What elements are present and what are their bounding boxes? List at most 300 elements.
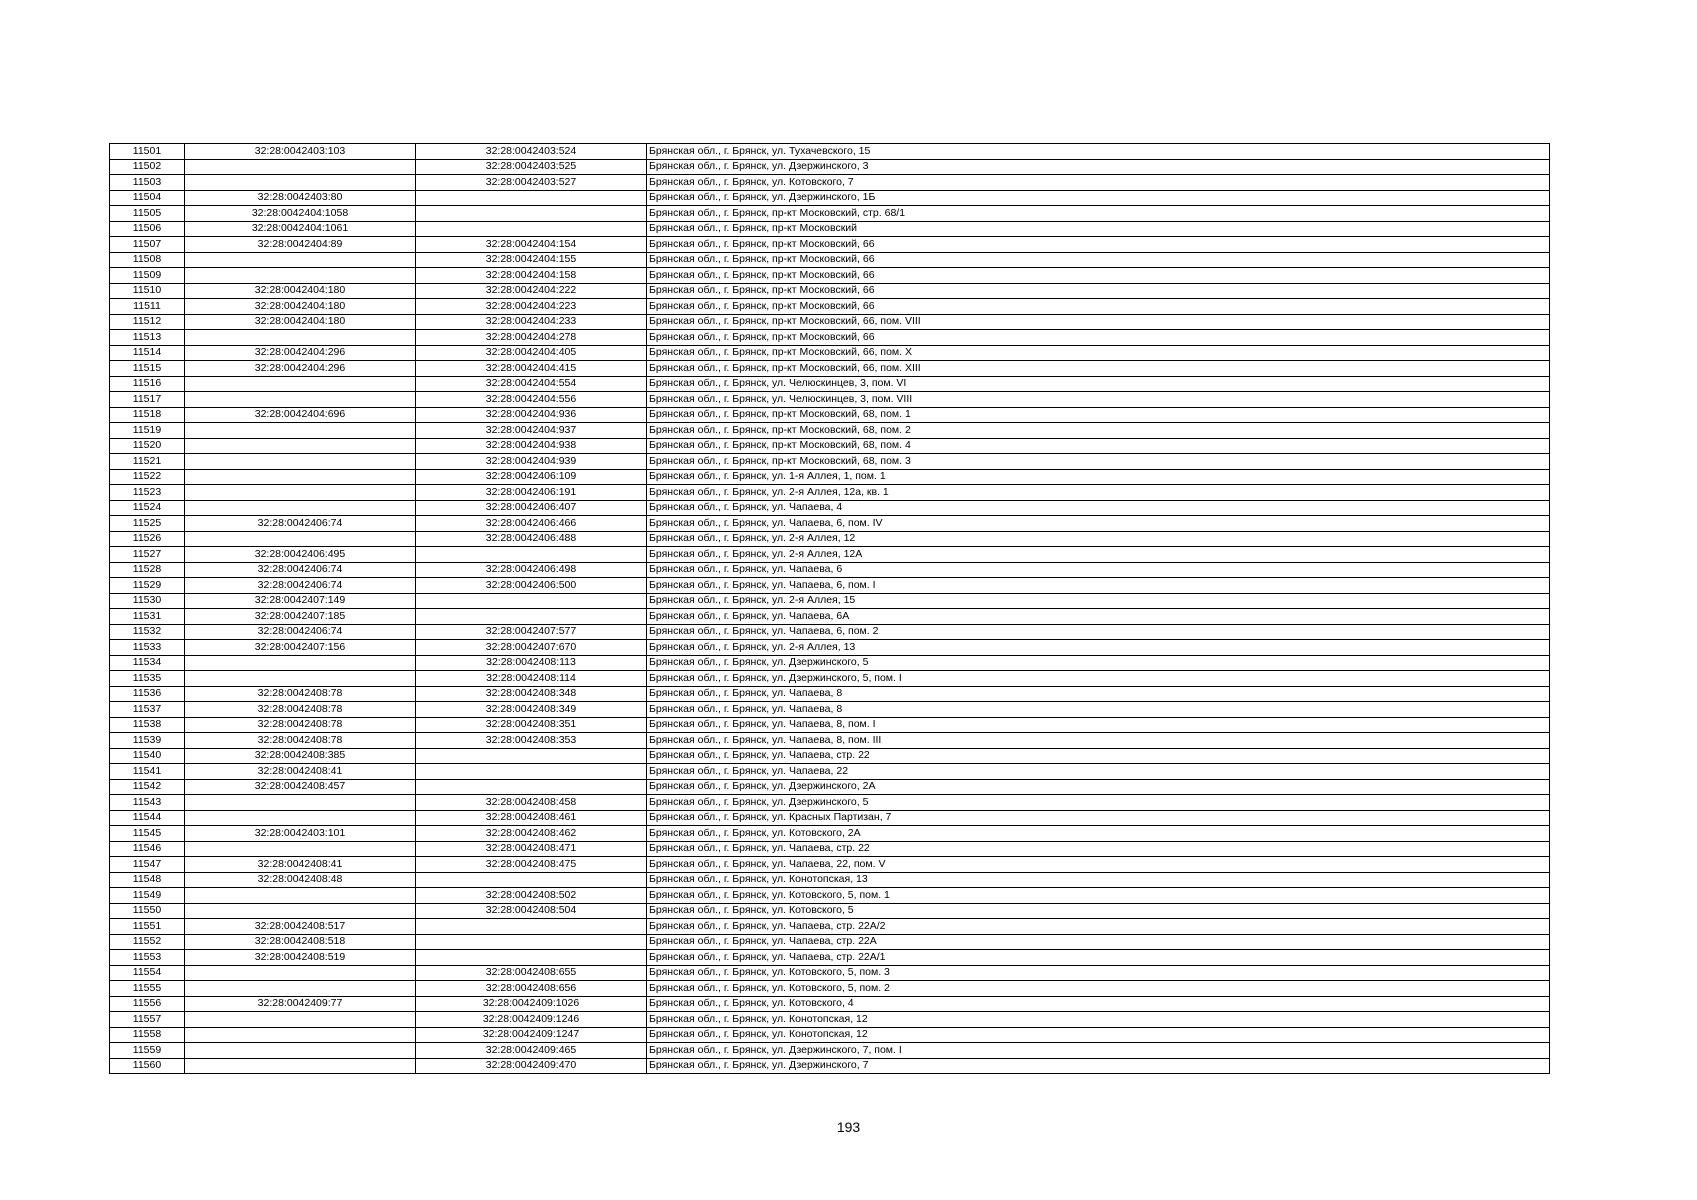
- address-cell: Брянская обл., г. Брянск, ул. Чапаева, стр. 22: [647, 841, 1550, 857]
- address-cell: Брянская обл., г. Брянск, ул. 2-я Аллея, 13: [647, 640, 1550, 656]
- cadastral-number-cell: 32:28:0042404:89: [185, 237, 416, 253]
- row-number-cell: 11560: [110, 1058, 185, 1074]
- building-cadastral-number-cell: 32:28:0042409:1247: [416, 1027, 647, 1043]
- address-cell: Брянская обл., г. Брянск, ул. Чапаева, стр. 22А: [647, 934, 1550, 950]
- building-cadastral-number-cell: 32:28:0042408:348: [416, 686, 647, 702]
- row-number-cell: 11507: [110, 237, 185, 253]
- row-number-cell: 11510: [110, 283, 185, 299]
- building-cadastral-number-cell: 32:28:0042404:554: [416, 376, 647, 392]
- cadastral-number-cell: [185, 438, 416, 454]
- building-cadastral-number-cell: 32:28:0042403:525: [416, 159, 647, 175]
- table-row: [110, 609, 1550, 625]
- building-cadastral-number-cell: [416, 919, 647, 935]
- table-row: [110, 361, 1550, 377]
- table-row: [110, 159, 1550, 175]
- row-number-cell: 11519: [110, 423, 185, 439]
- row-number-cell: 11555: [110, 981, 185, 997]
- building-cadastral-number-cell: 32:28:0042404:936: [416, 407, 647, 423]
- building-cadastral-number-cell: 32:28:0042408:349: [416, 702, 647, 718]
- cadastral-number-cell: [185, 1043, 416, 1059]
- cadastral-number-cell: [185, 841, 416, 857]
- cadastral-number-cell: [185, 888, 416, 904]
- cadastral-number-cell: 32:28:0042408:519: [185, 950, 416, 966]
- table-row: [110, 826, 1550, 842]
- cadastral-number-cell: 32:28:0042404:180: [185, 314, 416, 330]
- address-cell: Брянская обл., г. Брянск, ул. Дзержинского, 1Б: [647, 190, 1550, 206]
- address-cell: Брянская обл., г. Брянск, пр-кт Московский, 66: [647, 330, 1550, 346]
- row-number-cell: 11541: [110, 764, 185, 780]
- cadastral-number-cell: [185, 965, 416, 981]
- row-number-cell: 11502: [110, 159, 185, 175]
- cadastral-number-cell: 32:28:0042404:180: [185, 283, 416, 299]
- cadastral-number-cell: 32:28:0042408:457: [185, 779, 416, 795]
- address-cell: Брянская обл., г. Брянск, ул. Конотопская, 12: [647, 1027, 1550, 1043]
- address-cell: Брянская обл., г. Брянск, ул. Котовского, 2А: [647, 826, 1550, 842]
- table-row: [110, 748, 1550, 764]
- building-cadastral-number-cell: 32:28:0042404:155: [416, 252, 647, 268]
- building-cadastral-number-cell: 32:28:0042404:938: [416, 438, 647, 454]
- row-number-cell: 11529: [110, 578, 185, 594]
- table-row: [110, 283, 1550, 299]
- cadastral-number-cell: 32:28:0042403:80: [185, 190, 416, 206]
- row-number-cell: 11501: [110, 144, 185, 160]
- building-cadastral-number-cell: 32:28:0042406:109: [416, 469, 647, 485]
- row-number-cell: 11556: [110, 996, 185, 1012]
- cadastral-number-cell: 32:28:0042408:78: [185, 717, 416, 733]
- building-cadastral-number-cell: 32:28:0042409:465: [416, 1043, 647, 1059]
- cadastral-number-cell: [185, 159, 416, 175]
- address-cell: Брянская обл., г. Брянск, ул. 2-я Аллея, 15: [647, 593, 1550, 609]
- row-number-cell: 11543: [110, 795, 185, 811]
- row-number-cell: 11537: [110, 702, 185, 718]
- building-cadastral-number-cell: 32:28:0042408:351: [416, 717, 647, 733]
- building-cadastral-number-cell: 32:28:0042409:1246: [416, 1012, 647, 1028]
- row-number-cell: 11508: [110, 252, 185, 268]
- row-number-cell: 11516: [110, 376, 185, 392]
- row-number-cell: 11524: [110, 500, 185, 516]
- address-cell: Брянская обл., г. Брянск, ул. Чапаева, стр. 22А/1: [647, 950, 1550, 966]
- table-row: [110, 407, 1550, 423]
- address-cell: Брянская обл., г. Брянск, пр-кт Московский, 68, пом. 3: [647, 454, 1550, 470]
- building-cadastral-number-cell: [416, 593, 647, 609]
- cadastral-number-cell: [185, 376, 416, 392]
- address-cell: Брянская обл., г. Брянск, ул. 1-я Аллея, 1, пом. 1: [647, 469, 1550, 485]
- row-number-cell: 11549: [110, 888, 185, 904]
- cadastral-number-cell: 32:28:0042407:149: [185, 593, 416, 609]
- building-cadastral-number-cell: [416, 779, 647, 795]
- table-row: [110, 485, 1550, 501]
- cadastral-number-cell: [185, 810, 416, 826]
- cadastral-number-cell: 32:28:0042406:74: [185, 562, 416, 578]
- cadastral-number-cell: 32:28:0042408:48: [185, 872, 416, 888]
- building-cadastral-number-cell: 32:28:0042404:233: [416, 314, 647, 330]
- address-cell: Брянская обл., г. Брянск, ул. Чапаева, 4: [647, 500, 1550, 516]
- building-cadastral-number-cell: 32:28:0042408:353: [416, 733, 647, 749]
- building-cadastral-number-cell: 32:28:0042404:223: [416, 299, 647, 315]
- table-row: [110, 655, 1550, 671]
- table-row: [110, 764, 1550, 780]
- table-row: [110, 469, 1550, 485]
- address-cell: Брянская обл., г. Брянск, ул. Чапаева, 8, пом. I: [647, 717, 1550, 733]
- address-cell: Брянская обл., г. Брянск, ул. Чапаева, стр. 22А/2: [647, 919, 1550, 935]
- row-number-cell: 11506: [110, 221, 185, 237]
- building-cadastral-number-cell: 32:28:0042404:415: [416, 361, 647, 377]
- cadastral-number-cell: [185, 655, 416, 671]
- table-row: [110, 531, 1550, 547]
- address-cell: Брянская обл., г. Брянск, ул. Котовского, 5, пом. 3: [647, 965, 1550, 981]
- table-row: [110, 1043, 1550, 1059]
- cadastral-number-cell: [185, 500, 416, 516]
- table-row: [110, 934, 1550, 950]
- cadastral-number-cell: 32:28:0042408:78: [185, 686, 416, 702]
- table-row: [110, 516, 1550, 532]
- table-row: [110, 547, 1550, 563]
- table-row: [110, 454, 1550, 470]
- building-cadastral-number-cell: [416, 206, 647, 222]
- row-number-cell: 11551: [110, 919, 185, 935]
- cadastral-number-cell: 32:28:0042403:103: [185, 144, 416, 160]
- row-number-cell: 11535: [110, 671, 185, 687]
- cadastral-number-cell: 32:28:0042409:77: [185, 996, 416, 1012]
- table-row: [110, 299, 1550, 315]
- cadastral-number-cell: [185, 268, 416, 284]
- table-row: [110, 733, 1550, 749]
- building-cadastral-number-cell: 32:28:0042404:278: [416, 330, 647, 346]
- table-row: [110, 903, 1550, 919]
- cadastral-number-cell: [185, 423, 416, 439]
- address-cell: Брянская обл., г. Брянск, ул. Котовского, 7: [647, 175, 1550, 191]
- building-cadastral-number-cell: 32:28:0042407:577: [416, 624, 647, 640]
- building-cadastral-number-cell: [416, 950, 647, 966]
- row-number-cell: 11509: [110, 268, 185, 284]
- address-cell: Брянская обл., г. Брянск, ул. Котовского, 4: [647, 996, 1550, 1012]
- row-number-cell: 11542: [110, 779, 185, 795]
- cadastral-number-cell: 32:28:0042404:1058: [185, 206, 416, 222]
- registry-table: [109, 143, 1550, 1074]
- table-row: [110, 268, 1550, 284]
- table-row: [110, 175, 1550, 191]
- building-cadastral-number-cell: 32:28:0042408:502: [416, 888, 647, 904]
- building-cadastral-number-cell: 32:28:0042408:504: [416, 903, 647, 919]
- row-number-cell: 11503: [110, 175, 185, 191]
- address-cell: Брянская обл., г. Брянск, пр-кт Московский: [647, 221, 1550, 237]
- row-number-cell: 11545: [110, 826, 185, 842]
- cadastral-number-cell: [185, 252, 416, 268]
- cadastral-number-cell: [185, 454, 416, 470]
- address-cell: Брянская обл., г. Брянск, ул. Чапаева, 22: [647, 764, 1550, 780]
- row-number-cell: 11539: [110, 733, 185, 749]
- address-cell: Брянская обл., г. Брянск, ул. Челюскинцев, 3, пом. VIII: [647, 392, 1550, 408]
- building-cadastral-number-cell: [416, 547, 647, 563]
- cadastral-number-cell: [185, 330, 416, 346]
- cadastral-number-cell: 32:28:0042404:296: [185, 361, 416, 377]
- address-cell: Брянская обл., г. Брянск, ул. 2-я Аллея, 12А: [647, 547, 1550, 563]
- address-cell: Брянская обл., г. Брянск, ул. Дзержинского, 7, пом. I: [647, 1043, 1550, 1059]
- table-row: [110, 562, 1550, 578]
- table-row: [110, 330, 1550, 346]
- table-row: [110, 500, 1550, 516]
- cadastral-number-cell: 32:28:0042406:74: [185, 516, 416, 532]
- address-cell: Брянская обл., г. Брянск, пр-кт Московский, 66, пом. XIII: [647, 361, 1550, 377]
- address-cell: Брянская обл., г. Брянск, ул. Дзержинского, 5, пом. I: [647, 671, 1550, 687]
- table-row: [110, 779, 1550, 795]
- building-cadastral-number-cell: [416, 609, 647, 625]
- row-number-cell: 11512: [110, 314, 185, 330]
- table-row: [110, 702, 1550, 718]
- building-cadastral-number-cell: [416, 748, 647, 764]
- cadastral-number-cell: [185, 671, 416, 687]
- address-cell: Брянская обл., г. Брянск, ул. Дзержинского, 7: [647, 1058, 1550, 1074]
- table-row: [110, 1027, 1550, 1043]
- building-cadastral-number-cell: 32:28:0042404:222: [416, 283, 647, 299]
- row-number-cell: 11513: [110, 330, 185, 346]
- row-number-cell: 11531: [110, 609, 185, 625]
- building-cadastral-number-cell: 32:28:0042408:475: [416, 857, 647, 873]
- table-row: [110, 423, 1550, 439]
- address-cell: Брянская обл., г. Брянск, ул. Котовского, 5, пом. 1: [647, 888, 1550, 904]
- cadastral-number-cell: 32:28:0042406:74: [185, 578, 416, 594]
- row-number-cell: 11538: [110, 717, 185, 733]
- address-cell: Брянская обл., г. Брянск, ул. 2-я Аллея, 12а, кв. 1: [647, 485, 1550, 501]
- registry-table-body: [110, 144, 1550, 1074]
- building-cadastral-number-cell: 32:28:0042408:655: [416, 965, 647, 981]
- table-row: [110, 237, 1550, 253]
- row-number-cell: 11552: [110, 934, 185, 950]
- row-number-cell: 11559: [110, 1043, 185, 1059]
- cadastral-number-cell: [185, 1012, 416, 1028]
- row-number-cell: 11530: [110, 593, 185, 609]
- building-cadastral-number-cell: 32:28:0042408:656: [416, 981, 647, 997]
- table-row: [110, 841, 1550, 857]
- address-cell: Брянская обл., г. Брянск, пр-кт Московский, 66: [647, 252, 1550, 268]
- row-number-cell: 11526: [110, 531, 185, 547]
- table-row: [110, 810, 1550, 826]
- address-cell: Брянская обл., г. Брянск, ул. Чапаева, 6А: [647, 609, 1550, 625]
- cadastral-number-cell: [185, 795, 416, 811]
- table-row: [110, 981, 1550, 997]
- building-cadastral-number-cell: 32:28:0042404:405: [416, 345, 647, 361]
- cadastral-number-cell: 32:28:0042408:385: [185, 748, 416, 764]
- address-cell: Брянская обл., г. Брянск, ул. Конотопская, 13: [647, 872, 1550, 888]
- building-cadastral-number-cell: 32:28:0042406:407: [416, 500, 647, 516]
- table-row: [110, 392, 1550, 408]
- address-cell: Брянская обл., г. Брянск, ул. Красных Партизан, 7: [647, 810, 1550, 826]
- row-number-cell: 11525: [110, 516, 185, 532]
- cadastral-number-cell: 32:28:0042404:1061: [185, 221, 416, 237]
- cadastral-number-cell: 32:28:0042406:74: [185, 624, 416, 640]
- address-cell: Брянская обл., г. Брянск, ул. Чапаева, стр. 22: [647, 748, 1550, 764]
- table-row: [110, 686, 1550, 702]
- table-row: [110, 717, 1550, 733]
- table-row: [110, 888, 1550, 904]
- row-number-cell: 11523: [110, 485, 185, 501]
- cadastral-number-cell: 32:28:0042407:185: [185, 609, 416, 625]
- address-cell: Брянская обл., г. Брянск, ул. 2-я Аллея, 12: [647, 531, 1550, 547]
- row-number-cell: 11515: [110, 361, 185, 377]
- cadastral-number-cell: 32:28:0042408:78: [185, 702, 416, 718]
- row-number-cell: 11547: [110, 857, 185, 873]
- building-cadastral-number-cell: 32:28:0042409:1026: [416, 996, 647, 1012]
- cadastral-number-cell: 32:28:0042406:495: [185, 547, 416, 563]
- cadastral-number-cell: 32:28:0042403:101: [185, 826, 416, 842]
- building-cadastral-number-cell: [416, 764, 647, 780]
- row-number-cell: 11518: [110, 407, 185, 423]
- row-number-cell: 11521: [110, 454, 185, 470]
- row-number-cell: 11532: [110, 624, 185, 640]
- building-cadastral-number-cell: 32:28:0042408:461: [416, 810, 647, 826]
- address-cell: Брянская обл., г. Брянск, ул. Котовского, 5: [647, 903, 1550, 919]
- building-cadastral-number-cell: 32:28:0042406:488: [416, 531, 647, 547]
- cadastral-number-cell: 32:28:0042404:180: [185, 299, 416, 315]
- building-cadastral-number-cell: 32:28:0042406:498: [416, 562, 647, 578]
- cadastral-number-cell: 32:28:0042408:41: [185, 764, 416, 780]
- building-cadastral-number-cell: 32:28:0042408:458: [416, 795, 647, 811]
- building-cadastral-number-cell: 32:28:0042408:114: [416, 671, 647, 687]
- table-row: [110, 1012, 1550, 1028]
- cadastral-number-cell: [185, 392, 416, 408]
- building-cadastral-number-cell: 32:28:0042404:939: [416, 454, 647, 470]
- cadastral-number-cell: [185, 485, 416, 501]
- cadastral-number-cell: [185, 175, 416, 191]
- table-row: [110, 919, 1550, 935]
- cadastral-number-cell: 32:28:0042408:518: [185, 934, 416, 950]
- cadastral-number-cell: 32:28:0042404:296: [185, 345, 416, 361]
- row-number-cell: 11527: [110, 547, 185, 563]
- building-cadastral-number-cell: 32:28:0042406:466: [416, 516, 647, 532]
- table-row: [110, 221, 1550, 237]
- address-cell: Брянская обл., г. Брянск, пр-кт Московский, 66, пом. X: [647, 345, 1550, 361]
- address-cell: Брянская обл., г. Брянск, пр-кт Московский, 68, пом. 2: [647, 423, 1550, 439]
- address-cell: Брянская обл., г. Брянск, пр-кт Московский, 66: [647, 237, 1550, 253]
- table-row: [110, 965, 1550, 981]
- address-cell: Брянская обл., г. Брянск, ул. Чапаева, 6, пом. IV: [647, 516, 1550, 532]
- row-number-cell: 11544: [110, 810, 185, 826]
- address-cell: Брянская обл., г. Брянск, ул. Чапаева, 8: [647, 702, 1550, 718]
- row-number-cell: 11546: [110, 841, 185, 857]
- cadastral-number-cell: 32:28:0042404:696: [185, 407, 416, 423]
- row-number-cell: 11514: [110, 345, 185, 361]
- building-cadastral-number-cell: [416, 190, 647, 206]
- cadastral-number-cell: 32:28:0042408:78: [185, 733, 416, 749]
- table-row: [110, 376, 1550, 392]
- cadastral-number-cell: [185, 531, 416, 547]
- row-number-cell: 11533: [110, 640, 185, 656]
- address-cell: Брянская обл., г. Брянск, ул. Дзержинского, 5: [647, 795, 1550, 811]
- building-cadastral-number-cell: 32:28:0042408:471: [416, 841, 647, 857]
- address-cell: Брянская обл., г. Брянск, ул. Чапаева, 6: [647, 562, 1550, 578]
- address-cell: Брянская обл., г. Брянск, ул. Челюскинцев, 3, пом. VI: [647, 376, 1550, 392]
- row-number-cell: 11536: [110, 686, 185, 702]
- table-row: [110, 996, 1550, 1012]
- page-number: 193: [836, 1119, 861, 1135]
- building-cadastral-number-cell: 32:28:0042403:527: [416, 175, 647, 191]
- building-cadastral-number-cell: 32:28:0042406:191: [416, 485, 647, 501]
- cadastral-number-cell: [185, 1058, 416, 1074]
- table-row: [110, 857, 1550, 873]
- row-number-cell: 11511: [110, 299, 185, 315]
- address-cell: Брянская обл., г. Брянск, ул. Чапаева, 8: [647, 686, 1550, 702]
- table-row: [110, 795, 1550, 811]
- address-cell: Брянская обл., г. Брянск, ул. Чапаева, 6, пом. 2: [647, 624, 1550, 640]
- cadastral-number-cell: 32:28:0042408:41: [185, 857, 416, 873]
- address-cell: Брянская обл., г. Брянск, ул. Дзержинского, 3: [647, 159, 1550, 175]
- row-number-cell: 11553: [110, 950, 185, 966]
- address-cell: Брянская обл., г. Брянск, пр-кт Московский, стр. 68/1: [647, 206, 1550, 222]
- row-number-cell: 11520: [110, 438, 185, 454]
- cadastral-number-cell: 32:28:0042408:517: [185, 919, 416, 935]
- address-cell: Брянская обл., г. Брянск, ул. Чапаева, 6, пом. I: [647, 578, 1550, 594]
- table-row: [110, 950, 1550, 966]
- table-row: [110, 144, 1550, 160]
- address-cell: Брянская обл., г. Брянск, ул. Котовского, 5, пом. 2: [647, 981, 1550, 997]
- address-cell: Брянская обл., г. Брянск, пр-кт Московский, 68, пом. 1: [647, 407, 1550, 423]
- table-row: [110, 624, 1550, 640]
- cadastral-number-cell: [185, 903, 416, 919]
- building-cadastral-number-cell: 32:28:0042404:158: [416, 268, 647, 284]
- address-cell: Брянская обл., г. Брянск, ул. Чапаева, 8, пом. III: [647, 733, 1550, 749]
- address-cell: Брянская обл., г. Брянск, ул. Дзержинского, 5: [647, 655, 1550, 671]
- table-row: [110, 314, 1550, 330]
- cadastral-number-cell: 32:28:0042407:156: [185, 640, 416, 656]
- row-number-cell: 11505: [110, 206, 185, 222]
- row-number-cell: 11517: [110, 392, 185, 408]
- address-cell: Брянская обл., г. Брянск, ул. Тухачевского, 15: [647, 144, 1550, 160]
- table-row: [110, 872, 1550, 888]
- table-row: [110, 252, 1550, 268]
- row-number-cell: 11557: [110, 1012, 185, 1028]
- building-cadastral-number-cell: 32:28:0042406:500: [416, 578, 647, 594]
- table-row: [110, 671, 1550, 687]
- row-number-cell: 11522: [110, 469, 185, 485]
- cadastral-number-cell: [185, 981, 416, 997]
- row-number-cell: 11554: [110, 965, 185, 981]
- address-cell: Брянская обл., г. Брянск, пр-кт Московский, 66: [647, 283, 1550, 299]
- table-row: [110, 640, 1550, 656]
- table-row: [110, 345, 1550, 361]
- address-cell: Брянская обл., г. Брянск, пр-кт Московский, 66, пом. VIII: [647, 314, 1550, 330]
- row-number-cell: 11504: [110, 190, 185, 206]
- row-number-cell: 11558: [110, 1027, 185, 1043]
- table-row: [110, 190, 1550, 206]
- row-number-cell: 11550: [110, 903, 185, 919]
- address-cell: Брянская обл., г. Брянск, ул. Чапаева, 22, пом. V: [647, 857, 1550, 873]
- table-row: [110, 438, 1550, 454]
- row-number-cell: 11534: [110, 655, 185, 671]
- building-cadastral-number-cell: 32:28:0042404:937: [416, 423, 647, 439]
- building-cadastral-number-cell: [416, 872, 647, 888]
- building-cadastral-number-cell: 32:28:0042404:154: [416, 237, 647, 253]
- address-cell: Брянская обл., г. Брянск, ул. Дзержинского, 2А: [647, 779, 1550, 795]
- row-number-cell: 11528: [110, 562, 185, 578]
- table-row: [110, 206, 1550, 222]
- table-row: [110, 593, 1550, 609]
- address-cell: Брянская обл., г. Брянск, ул. Конотопская, 12: [647, 1012, 1550, 1028]
- building-cadastral-number-cell: [416, 221, 647, 237]
- building-cadastral-number-cell: 32:28:0042407:670: [416, 640, 647, 656]
- address-cell: Брянская обл., г. Брянск, пр-кт Московский, 68, пом. 4: [647, 438, 1550, 454]
- building-cadastral-number-cell: [416, 934, 647, 950]
- cadastral-number-cell: [185, 1027, 416, 1043]
- table-row: [110, 578, 1550, 594]
- table-row: [110, 1058, 1550, 1074]
- building-cadastral-number-cell: 32:28:0042408:113: [416, 655, 647, 671]
- address-cell: Брянская обл., г. Брянск, пр-кт Московский, 66: [647, 299, 1550, 315]
- row-number-cell: 11548: [110, 872, 185, 888]
- building-cadastral-number-cell: 32:28:0042403:524: [416, 144, 647, 160]
- building-cadastral-number-cell: 32:28:0042408:462: [416, 826, 647, 842]
- building-cadastral-number-cell: 32:28:0042404:556: [416, 392, 647, 408]
- row-number-cell: 11540: [110, 748, 185, 764]
